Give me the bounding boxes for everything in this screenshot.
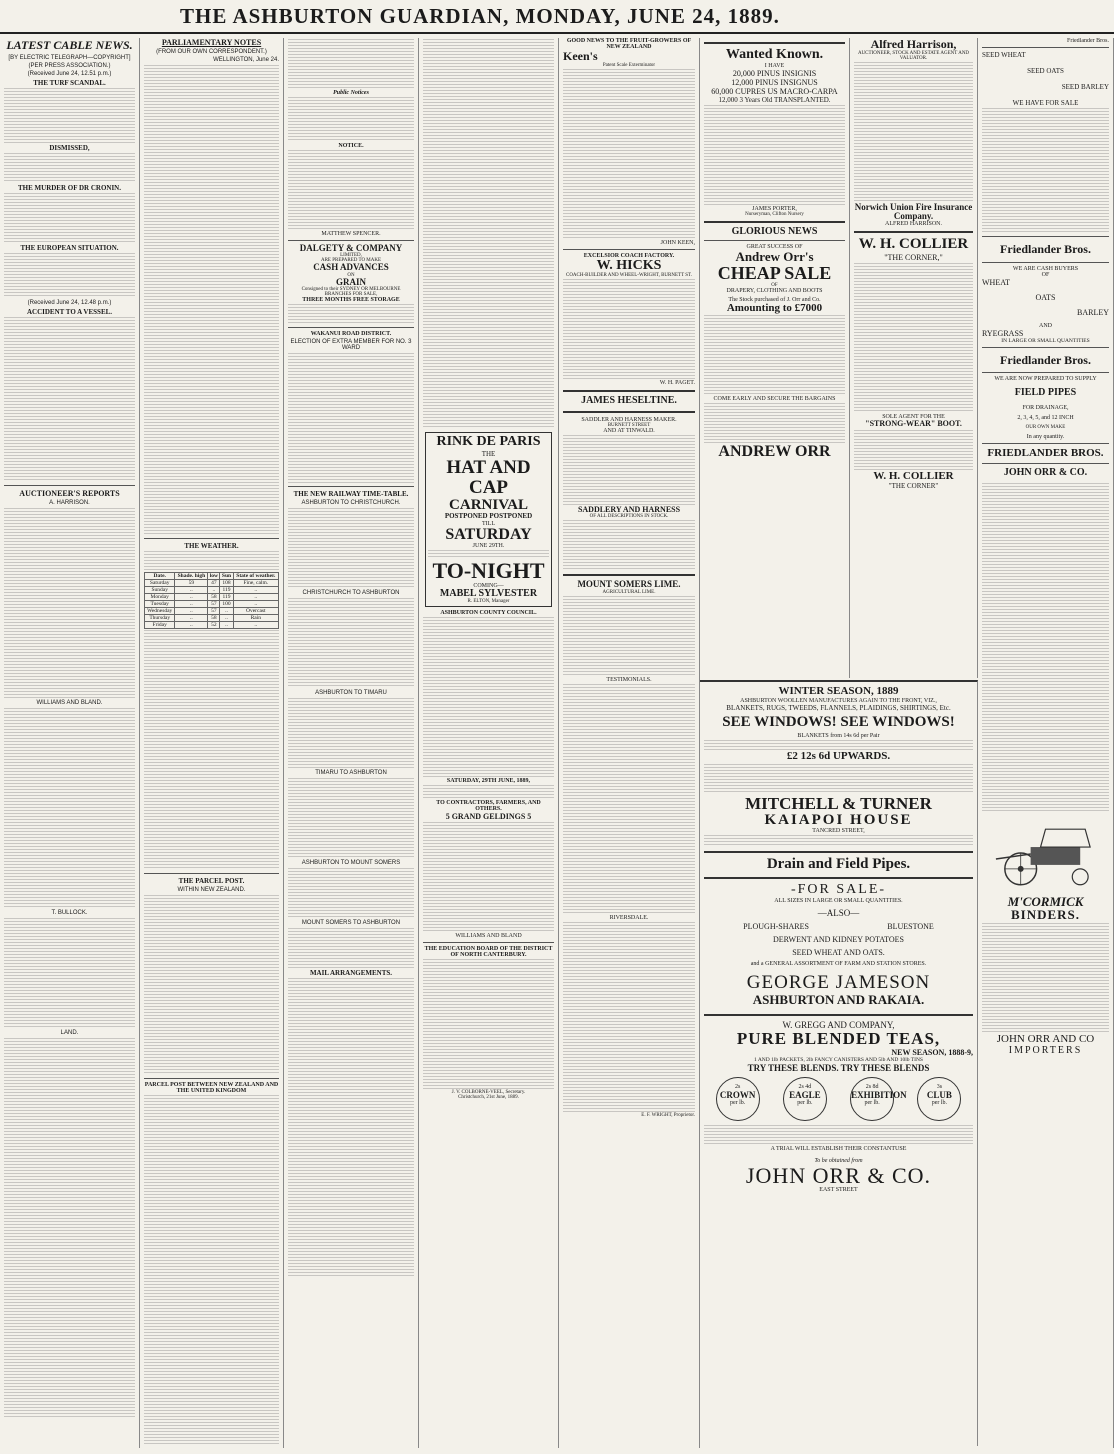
dalgety-text: Consigned to their SYDNEY OR MELBOURNE BRANCHES FOR SALE, [301, 287, 401, 298]
weather-col-header: State of weather. [233, 573, 278, 580]
tea-name: EXHIBITION [851, 1090, 907, 1101]
grain-wheat: WHEAT [982, 277, 1010, 287]
weather-table [144, 572, 279, 629]
article-heading: THE PARCEL POST. [178, 877, 245, 885]
blankets-line: BLANKETS from 14s 6d per Pair [797, 733, 880, 740]
wanted-heading: Wanted Known. [725, 47, 824, 62]
tonight-label: TO-NIGHT [432, 558, 545, 584]
column-friedlander [978, 38, 1114, 1448]
table-cell: 58 [208, 615, 220, 622]
table-cell: 57 [208, 601, 220, 608]
column-notices [284, 38, 419, 1448]
tea-name: EAGLE [789, 1090, 821, 1101]
drain-pipes: Drain and Field Pipes. [766, 856, 911, 873]
agent-name: WILLIAMS AND BLAND [455, 933, 522, 940]
lime-heading: MOUNT SOMERS LIME. [577, 579, 681, 590]
rail-route: ASHBURTON TO CHRISTCHURCH. [301, 500, 401, 507]
dalgety-cash: CASH ADVANCES [313, 262, 389, 273]
jameson-place: ASHBURTON AND RAKAIA. [752, 991, 925, 1007]
table-cell: 47 [208, 580, 220, 587]
come-early: COME EARLY AND SECURE THE BARGAINS [713, 396, 836, 403]
quantities: IN LARGE OR SMALL QUANTITIES [1001, 337, 1090, 344]
harrison-footer: ALFRED HARRISON. [884, 221, 942, 228]
weather-col-header: low [209, 573, 219, 579]
carnival-title: CARNIVAL [449, 496, 528, 513]
weather-col-header: Date. [145, 573, 175, 580]
grain-barley: BARLEY [1077, 307, 1109, 317]
field-pipes: FIELD PIPES [1014, 387, 1077, 399]
section-heading: Public Notices [333, 90, 369, 96]
sizes-line: ALL SIZES IN LARGE OR SMALL QUANTITIES. [774, 897, 903, 904]
column-alfred-harrison [850, 38, 978, 678]
article-heading: THE MURDER OF DR CRONIN. [18, 184, 121, 192]
tea-blend-badge [917, 1077, 961, 1121]
john-orr-footer: JOHN ORR AND CO [996, 1033, 1095, 1046]
of-label: OF [1041, 271, 1050, 278]
saturday-label: SATURDAY [445, 525, 532, 543]
table-cell: 119 [220, 594, 233, 601]
obtained-line: To be obtained from [814, 1158, 863, 1165]
article-heading: DISMISSED, [49, 144, 90, 152]
jameson-name: GEORGE JAMESON [746, 971, 931, 993]
event-date: JUNE 29TH. [472, 543, 505, 550]
dalgety-limited: LIMITED, [340, 253, 362, 259]
table-cell: 58 [208, 594, 220, 601]
table-cell: .. [233, 587, 278, 594]
table-cell: Friday [145, 622, 175, 629]
any-quantity: In any quantity. [1026, 433, 1065, 440]
cash-buyers: WE ARE CASH BUYERS [1012, 265, 1079, 272]
tea-price: 2s 8d [865, 1084, 879, 1091]
article-heading: ACCIDENT TO A VESSEL. [26, 308, 113, 316]
advertiser-name: JOHN KEEN, [660, 239, 695, 246]
tea-price: 3s [936, 1084, 943, 1091]
seed-oats: SEED OATS [1027, 67, 1064, 75]
section-heading: PARLIAMENTARY NOTES [161, 38, 262, 47]
mccormick-name: M'CORMICK [1007, 893, 1084, 909]
tea-blend-badge [783, 1077, 827, 1121]
dalgety-name: DALGETY & COMPANY [299, 243, 403, 253]
john-orr-heading: JOHN ORR & CO. [1003, 467, 1088, 479]
andrew-orr-footer: ANDREW ORR [718, 443, 831, 461]
notice-heading: WAKANUI ROAD DISTRICT. [310, 331, 392, 338]
collier-footer: W. H. COLLIER [873, 469, 954, 482]
cheap-sale-heading: CHEAP SALE [717, 262, 832, 283]
table-cell: Sunday [145, 587, 175, 594]
seed-barley: SEED BARLEY [1061, 83, 1109, 91]
table-row [145, 580, 279, 587]
rail-route: ASHBURTON TO TIMARU [315, 690, 387, 697]
price-line: £2 12s 6d UPWARDS. [786, 750, 891, 763]
dalgety-text: ON [347, 272, 355, 278]
table-cell: .. [233, 601, 278, 608]
auctioneer-name: A. HARRISON. [49, 500, 90, 506]
table-cell: Fine, calm. [233, 580, 278, 587]
wanted-line: 20,000 PINUS INSIGNIS [732, 68, 817, 78]
harrison-name: Alfred Harrison, [870, 38, 957, 51]
section-heading: LATEST CABLE NEWS. [6, 38, 133, 52]
and-label: AND [1039, 322, 1052, 329]
rail-route: ASHBURTON TO MOUNT SOMERS [301, 860, 401, 867]
geldings-heading: 5 GRAND GELDINGS 5 [445, 812, 532, 822]
weather-col-header: Sun [221, 573, 232, 579]
masthead [0, 0, 1114, 34]
article-heading: THE TURF SCANDAL. [33, 79, 106, 87]
table-cell: .. [175, 601, 208, 608]
tea-name: CLUB [926, 1090, 952, 1101]
woollen-line: ASHBURTON WOOLLEN MANUFACTURES AGAIN TO THE FRONT, VIZ., [740, 697, 937, 704]
lime-sub: AGRICULTURAL LIME. [602, 589, 656, 595]
also-label: —ALSO— [817, 907, 860, 918]
tea-unit: per lb. [797, 1100, 813, 1107]
table-row [145, 608, 279, 615]
notice-heading: THE EDUCATION BOARD OF THE DISTRICT OF NORTH CANTERBURY. [424, 946, 553, 959]
wanted-line: 60,000 CUPRES US MACRO-CARPA [711, 86, 838, 96]
manager-name: R. ELTON, Manager [467, 599, 510, 605]
great-success: GREAT SUCCESS OF [746, 244, 803, 251]
column-wanted-known [700, 38, 850, 678]
table-cell: Monday [145, 594, 175, 601]
column-latest-cable-news [0, 38, 140, 1448]
rink-advert [425, 432, 552, 607]
dalgety-grain: GRAIN [335, 276, 366, 287]
ryegrass: RYEGRASS [982, 328, 1024, 338]
fb-top: Friedlander Bros. [1067, 38, 1109, 44]
notice-heading: NOTICE. [338, 143, 364, 149]
table-cell: 108 [220, 580, 233, 587]
auctioneer-name: T. BULLOCK. [51, 910, 88, 916]
table-cell: .. [220, 608, 233, 615]
canisters-line: 1 AND 1lb PACKETS, 2lb FANCY CANISTERS AND 5lb AND 10lb TINS [754, 1057, 923, 1064]
table-cell: 57 [208, 608, 220, 615]
table-cell: 52 [208, 622, 220, 629]
rail-route: MOUNT SOMERS TO ASHBURTON [301, 920, 401, 927]
till-label: TILL [482, 520, 495, 527]
glorious-heading: GLORIOUS NEWS [731, 225, 818, 237]
table-cell: .. [175, 587, 208, 594]
column-parliamentary-notes [140, 38, 284, 1448]
tea-blend-badge [716, 1077, 760, 1121]
general-line: and a GENERAL ASSORTMENT OF FARM AND STATION STORES. [750, 960, 927, 967]
byline: (FROM OUR OWN CORRESPONDENT.) [156, 49, 267, 55]
received-note: (Received June 24, 12.51 p.m.) [27, 71, 112, 77]
hat-cap-title: HAT AND CAP [446, 456, 531, 498]
seed-wheat: SEED WHEAT [982, 51, 1026, 59]
table-row [145, 601, 279, 608]
potatoes-line: DERWENT AND KIDNEY POTATOES [773, 934, 904, 944]
andrew-orr-name: Andrew Orr's [735, 249, 814, 265]
tancred-street: TANCRED STREET, [812, 828, 865, 835]
drainage-line: FOR DRAINAGE, [1022, 404, 1069, 411]
byline: (PER PRESS ASSOCIATION.) [28, 63, 111, 69]
own-make: OUR OWN MAKE [1025, 424, 1066, 430]
byline: [BY ELECTRIC TELEGRAPH—COPYRIGHT] [8, 55, 131, 61]
notice-date: SATURDAY, 29TH JUNE, 1889, [446, 778, 531, 785]
binder-drawing [986, 819, 1105, 889]
importers-label: IMPORTERS [1008, 1044, 1083, 1056]
collier-name: W. H. COLLIER [858, 236, 969, 253]
tea-blends [704, 1077, 973, 1121]
supply-line: WE ARE NOW PREPARED TO SUPPLY [994, 376, 1097, 383]
table-cell: 59 [175, 580, 208, 587]
dalgety-storage: THREE MONTHS FREE STORAGE [302, 297, 400, 304]
corner-label: "THE CORNER," [884, 253, 943, 263]
bluestone: BLUESTONE [887, 921, 934, 931]
table-cell: .. [175, 622, 208, 629]
kaiapoi-house: KAIAPOI HOUSE [764, 811, 913, 828]
inch-line: 2, 3, 4, 5, and 12 INCH [1017, 414, 1074, 421]
rink-the: THE [481, 449, 496, 458]
performer-name: MABEL SYLVESTER [439, 587, 538, 599]
table-cell: .. [220, 622, 233, 629]
amount-line: Amounting to £7000 [726, 301, 823, 314]
dateline: WELLINGTON, June 24. [213, 57, 279, 63]
tea-name: CROWN [719, 1090, 756, 1101]
article-heading: MAIL ARRANGEMENTS. [309, 969, 393, 978]
article-heading: THE EUROPEAN SITUATION. [20, 244, 119, 252]
dalgety-text: ARE PREPARED TO MAKE [320, 258, 382, 264]
tea-unit: per lb. [931, 1100, 948, 1107]
table-row [145, 587, 279, 594]
stock-line: The Stock purchased of J. Orr and Co. [728, 296, 821, 303]
tea-unit: per lb. [864, 1100, 880, 1107]
table-cell: Overcast [233, 608, 278, 615]
rink-name: RINK DE PARIS [436, 434, 541, 449]
table-cell: .. [175, 615, 208, 622]
winter-heading: WINTER SEASON, 1889 [778, 685, 899, 697]
article-heading: THE NEW RAILWAY TIME-TABLE. [293, 490, 409, 499]
advert-heading: GOOD NEWS TO THE FRUIT-GROWERS OF NEW ZEALAND [566, 38, 692, 50]
advert-heading: EXCELSIOR COACH FACTORY. [583, 252, 675, 259]
see-windows: SEE WINDOWS! SEE WINDOWS! [722, 713, 955, 730]
seed-line: SEED WHEAT AND OATS. [792, 947, 885, 957]
of-label: OF [771, 282, 778, 288]
east-street: EAST STREET [819, 1187, 858, 1194]
table-cell: .. [220, 615, 233, 622]
notice-subheading: ELECTION OF EXTRA MEMBER FOR NO. 3 WARD [290, 339, 412, 352]
newspaper-title: THE ASHBURTON GUARDIAN, MONDAY, JUNE 24, 1889. [180, 4, 780, 28]
try-blends: TRY THESE BLENDS. TRY THESE BLENDS [747, 1063, 930, 1074]
section-label: LAND. [60, 1030, 79, 1036]
saddlery-sub: OF ALL DESCRIPTIONS IN STOCK. [589, 514, 669, 520]
for-sale-line: WE HAVE FOR SALE [1012, 99, 1079, 107]
table-cell: .. [233, 622, 278, 629]
table-row [145, 615, 279, 622]
drapery-line: DRAPERY, CLOTHING AND BOOTS [726, 287, 823, 294]
binders-label: BINDERS. [1010, 907, 1081, 923]
hicks-sub: COACH-BUILDER AND WHEEL-WRIGHT, BURNETT ST. [565, 273, 692, 279]
nurseryman-sub: Nurseryman, Clifton Nursery [745, 211, 804, 217]
wide-adverts [700, 680, 978, 1446]
article-heading: THE WEATHER. [184, 542, 239, 550]
table-cell: Wednesday [145, 608, 175, 615]
grain-oats: OATS [1035, 292, 1056, 302]
trial-line: A TRIAL WILL ESTABLISH THEIR CONSTANTUSE [770, 1146, 907, 1153]
saddlery-heading: SADDLERY AND HARNESS [577, 504, 681, 514]
notice-signature: MATTHEW SPENCER. [321, 231, 381, 237]
advertiser-name: W. H. PAGET. [659, 380, 695, 387]
strong-wear: "STRONG-WEAR" BOOT. [865, 419, 962, 429]
friedlander-name: Friedlander Bros. [1000, 242, 1091, 256]
tea-price: 2s 4d [798, 1084, 812, 1091]
friedlander-name: Friedlander Bros. [1000, 352, 1091, 367]
riversdale-heading: RIVERSDALE. [609, 914, 649, 921]
testimonials-heading: TESTIMONIALS. [606, 676, 652, 683]
items-line: BLANKETS, RUGS, TWEEDS, FLANNELS, PLAIDINGS, SHIRTINGS, Etc. [726, 703, 951, 712]
table-cell: .. [233, 594, 278, 601]
tea-unit: per lb. [729, 1100, 746, 1107]
tea-blend-badge [850, 1077, 907, 1121]
rail-route: TIMARU TO ASHBURTON [315, 770, 387, 777]
friedlander-caps: FRIEDLANDER BROS. [987, 446, 1104, 459]
table-cell: 119 [220, 587, 233, 594]
table-cell: Tuesday [145, 601, 175, 608]
harrison-sub: AUCTIONEER, STOCK AND ESTATE AGENT AND VALUATOR. [857, 50, 970, 61]
saddler-tinwald: AND AT TINWALD. [603, 427, 655, 434]
coming-label: COMING— [473, 582, 504, 589]
saddler-street: BURNETT STREET [607, 422, 651, 428]
table-cell: 100 [220, 601, 233, 608]
wanted-line: 12,000 PINUS INSIGNUS [731, 77, 818, 87]
notice-place: Christchurch, 21st June, 1889. [458, 1095, 519, 1101]
hicks-name: W. HICKS [596, 257, 662, 273]
corner-footer: "THE CORNER" [888, 482, 939, 491]
article-heading: AUCTIONEER'S REPORTS [19, 489, 120, 498]
column-rink-de-paris [419, 38, 559, 1448]
john-orr-name: JOHN ORR & CO. [745, 1163, 932, 1189]
nurseryman-name: JAMES PORTER, [752, 205, 797, 212]
new-season: NEW SEASON, 1888-9, [891, 1048, 973, 1058]
column-keen-hicks [559, 38, 700, 1448]
gregg-name: W. GREGG AND COMPANY, [782, 1020, 895, 1031]
proprietor-name: E. F. WRIGHT, Proprietor. [641, 1112, 695, 1118]
received-note: (Received June 24, 12.48 p.m.) [27, 300, 112, 306]
heseltine-name: JAMES HESELTINE. [581, 395, 677, 407]
keens-name: Keen's [563, 49, 598, 63]
norwich-union: Norwich Union Fire Insurance Company. [854, 201, 973, 222]
table-cell: Thursday [145, 615, 175, 622]
pure-teas: PURE BLENDED TEAS, [736, 1029, 941, 1049]
plough-shares: PLOUGH-SHARES [743, 921, 809, 931]
table-cell: .. [175, 594, 208, 601]
table-row [145, 622, 279, 629]
mitchell-turner: MITCHELL & TURNER [745, 793, 932, 813]
auctioneer-name: WILLIAMS AND BLAND. [36, 700, 103, 706]
notice-signature: J. V. COLBORNE-VEEL, Secretary. [451, 1090, 526, 1096]
table-cell: .. [175, 608, 208, 615]
saddler-heading: SADDLER AND HARNESS MAKER. [581, 416, 677, 423]
notice-heading: TO CONTRACTORS, FARMERS, AND OTHERS. [436, 800, 541, 813]
postponed-label: POSTPONED POSTPONED [444, 512, 533, 521]
weather-col-header: Shade. high [175, 573, 208, 580]
table-cell: .. [208, 587, 220, 594]
table-row [145, 594, 279, 601]
article-heading: PARCEL POST BETWEEN NEW ZEALAND AND THE UNITED KINGDOM [144, 1082, 279, 1094]
keens-sub: Patent Scale Exterminator [602, 62, 656, 68]
table-cell: Saturday [145, 580, 175, 587]
article-subheading: WITHIN NEW ZEALAND. [177, 887, 246, 893]
binder-illustration [986, 819, 1105, 889]
table-cell: Rain [233, 615, 278, 622]
notice-heading: ASHBURTON COUNTY COUNCIL. [440, 610, 537, 617]
wanted-line: I HAVE [764, 62, 785, 69]
sole-agent: SOLE AGENT FOR THE [882, 414, 945, 421]
tea-price: 2s [734, 1084, 741, 1091]
wanted-line: 12,000 3 Years Old TRANSPLANTED. [718, 95, 831, 104]
for-sale: -FOR SALE- [790, 882, 887, 898]
rail-route: CHRISTCHURCH TO ASHBURTON [302, 590, 400, 597]
